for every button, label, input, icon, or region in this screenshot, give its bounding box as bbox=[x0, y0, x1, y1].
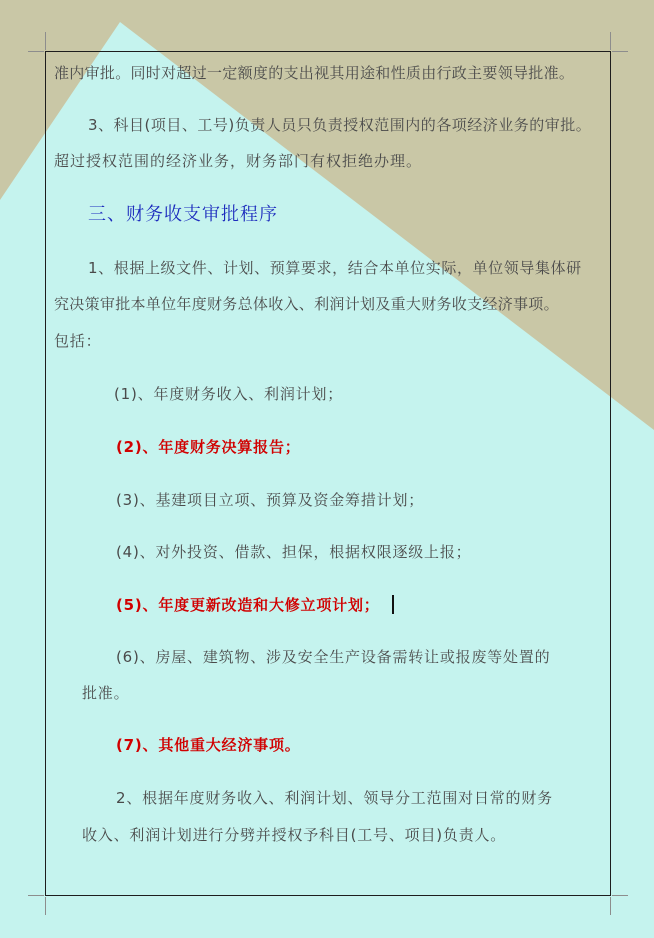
list-item: (3)、基建项目立项、预算及资金筹措计划； bbox=[116, 491, 425, 509]
section-heading: 三、财务收支审批程序 bbox=[88, 204, 278, 225]
list-item-highlighted: (5)、年度更新改造和大修立项计划； bbox=[116, 596, 380, 614]
paragraph-line: 1、根据上级文件、计划、预算要求，结合本单位实际，单位领导集体研 bbox=[88, 259, 582, 277]
list-item: (1)、年度财务收入、利润计划； bbox=[114, 385, 344, 403]
paragraph-line: 准内审批。同时对超过一定额度的支出视其用途和性质由行政主要领导批准。 bbox=[54, 64, 575, 82]
paragraph-line: 2、根据年度财务收入、利润计划、领导分工范围对日常的财务 bbox=[116, 789, 553, 807]
paragraph-line: 究决策审批本单位年度财务总体收入、利润计划及重大财务收支经济事项。 bbox=[54, 295, 559, 313]
paragraph-line: 3、科目(项目、工号)负责人员只负责授权范围内的各项经济业务的审批。 bbox=[88, 116, 592, 134]
paragraph-line: 收入、利润计划进行分劈并授权予科目(工号、项目)负责人。 bbox=[82, 826, 507, 844]
list-item-highlighted: (2)、年度财务决算报告； bbox=[116, 438, 301, 456]
paragraph-line: 超过授权范围的经济业务，财务部门有权拒绝办理。 bbox=[54, 152, 423, 170]
list-item-highlighted: (7)、其他重大经济事项。 bbox=[116, 736, 301, 754]
paragraph-line: 批准。 bbox=[82, 684, 130, 702]
list-item: (4)、对外投资、借款、担保，根据权限逐级上报； bbox=[116, 543, 472, 561]
paragraph-line: 包括： bbox=[54, 332, 102, 350]
list-item: (6)、房屋、建筑物、涉及安全生产设备需转让或报废等处置的 bbox=[116, 648, 551, 666]
text-cursor bbox=[392, 595, 394, 614]
